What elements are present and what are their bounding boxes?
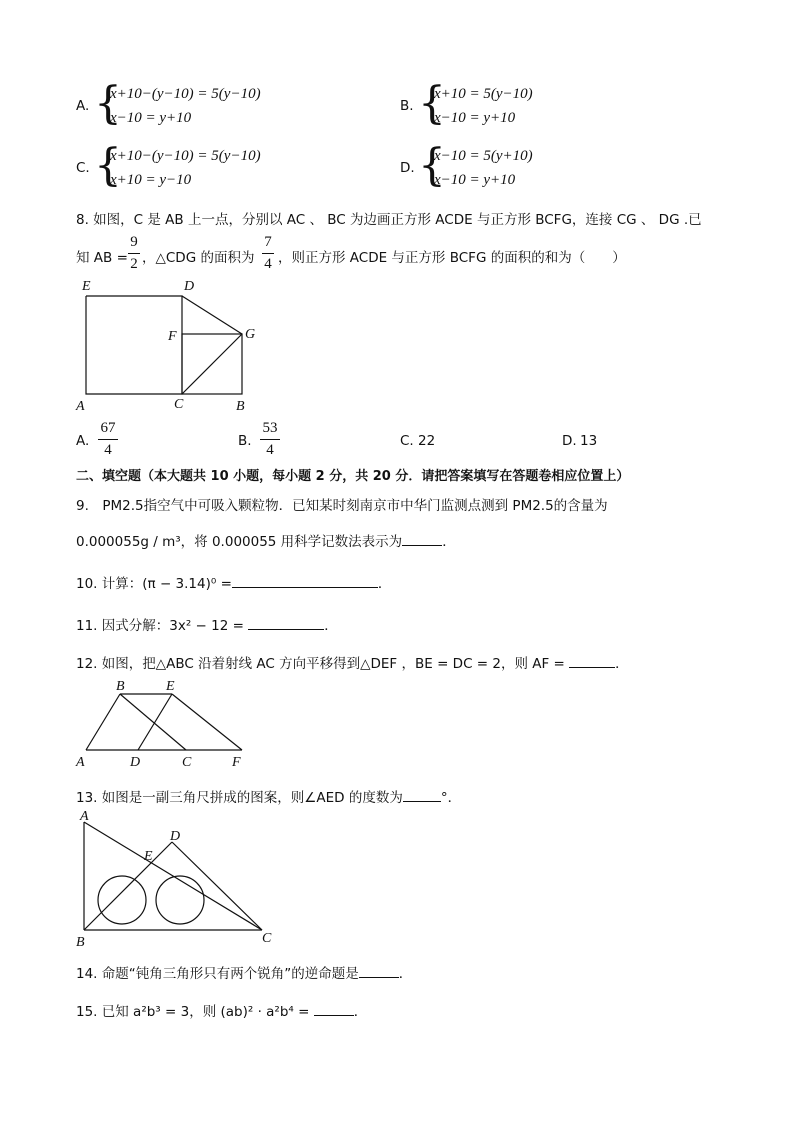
label-e: E bbox=[166, 679, 175, 694]
segment-de bbox=[138, 694, 172, 750]
option-label: C. bbox=[400, 433, 414, 449]
label-a: A bbox=[76, 399, 85, 414]
answer-blank[interactable] bbox=[314, 1015, 354, 1016]
square-acde bbox=[86, 296, 182, 394]
denominator: 4 bbox=[104, 442, 112, 458]
denominator: 2 bbox=[130, 256, 138, 272]
q12-label: 12. 如图，把△ABC 沿着射线 AC 方向平移得到△DEF ，BE = DC = 2，则 AF = bbox=[76, 656, 565, 672]
option-label: A. bbox=[76, 98, 90, 114]
label-f: F bbox=[168, 329, 177, 344]
label-c: C bbox=[182, 755, 192, 770]
label-d: D bbox=[130, 755, 141, 770]
q9-text-line2 bbox=[76, 530, 456, 550]
fraction-area bbox=[262, 234, 274, 273]
q14-label: 14. 命题“钝角三角形只有两个锐角”的逆命题是 bbox=[76, 966, 359, 982]
option-label: B. bbox=[400, 98, 414, 114]
segment-cg bbox=[182, 334, 242, 394]
q11-end: ． bbox=[324, 618, 338, 634]
q10-end: ． bbox=[377, 576, 392, 592]
circle-right bbox=[156, 876, 204, 924]
brace-icon: { bbox=[418, 78, 446, 129]
option-c-value: 22 bbox=[418, 433, 436, 449]
q8-suffix: ，则正方形 ACDE 与正方形 BCFG 的面积的和为（ ） bbox=[278, 250, 626, 266]
label-a: A bbox=[76, 755, 85, 770]
brace-icon: { bbox=[94, 140, 122, 191]
denominator: 4 bbox=[266, 442, 274, 458]
q10-text bbox=[76, 572, 391, 592]
q8-prefix: 知 AB = bbox=[76, 250, 128, 266]
option-label: C. bbox=[76, 160, 90, 176]
answer-blank[interactable] bbox=[232, 587, 378, 588]
equation-2: x−10 = y+10 bbox=[110, 110, 192, 126]
q14-text bbox=[76, 962, 412, 982]
q15-end: ． bbox=[353, 1004, 368, 1020]
label-d: D bbox=[170, 829, 181, 844]
label-e: E bbox=[144, 849, 153, 864]
option-b-fraction bbox=[260, 420, 280, 459]
label-e: E bbox=[82, 279, 91, 294]
equation-2: x+10 = y−10 bbox=[110, 172, 192, 188]
segment-dg bbox=[182, 296, 242, 334]
option-a-fraction bbox=[98, 420, 118, 459]
segment-ef bbox=[172, 694, 242, 750]
fraction-ab bbox=[128, 234, 140, 273]
q8-mid: ，△CDG 的面积为 bbox=[142, 250, 255, 266]
answer-blank[interactable] bbox=[248, 629, 324, 630]
option-label: A. bbox=[76, 433, 90, 449]
q13-figure bbox=[70, 808, 290, 952]
q10-label: 10. 计算：(π − 3.14)⁰ = bbox=[76, 576, 232, 592]
equation-2: x−10 = y+10 bbox=[434, 110, 516, 126]
equation-1: x+10−(y−10) = 5(y−10) bbox=[110, 86, 261, 102]
q12-text bbox=[76, 652, 629, 672]
equation-1: x+10 = 5(y−10) bbox=[434, 86, 533, 102]
answer-blank[interactable] bbox=[403, 801, 441, 802]
answer-blank[interactable] bbox=[402, 545, 442, 546]
q11-text bbox=[76, 614, 338, 634]
denominator: 4 bbox=[264, 256, 272, 272]
label-c: C bbox=[262, 931, 272, 946]
numerator: 9 bbox=[130, 234, 138, 250]
equation-2: x−10 = y+10 bbox=[434, 172, 516, 188]
q12-figure bbox=[74, 674, 254, 770]
segment-bd bbox=[84, 842, 172, 930]
q8-figure bbox=[70, 276, 270, 416]
segment-bc bbox=[120, 694, 186, 750]
q9-end: ． bbox=[442, 534, 456, 550]
q9-line2: 0.000055g / m³，将 0.000055 用科学记数法表示为 bbox=[76, 534, 403, 550]
label-c: C bbox=[174, 397, 184, 412]
q13-label: 13. 如图是一副三角尺拼成的图案，则∠AED 的度数为 bbox=[76, 790, 403, 806]
q11-label: 11. 因式分解：3x² − 12 = bbox=[76, 618, 244, 634]
segment-dc bbox=[172, 842, 262, 930]
circle-left bbox=[98, 876, 146, 924]
label-f: F bbox=[232, 755, 241, 770]
section-heading: 二、填空题（本大题共 10 小题，每小题 2 分，共 20 分．请把答案填写在答题卷相应位置上） bbox=[76, 469, 630, 484]
label-g: G bbox=[245, 327, 256, 342]
answer-blank[interactable] bbox=[359, 977, 399, 978]
option-label: D. bbox=[562, 433, 577, 449]
label-d: D bbox=[184, 279, 195, 294]
label-b: B bbox=[236, 399, 245, 414]
q9-text-line1: 9. PM2.5指空气中可吸入颗粒物．已知某时刻南京市中华门监测点测到 PM2.5的含量为 bbox=[76, 498, 608, 514]
equation-1: x+10−(y−10) = 5(y−10) bbox=[110, 148, 261, 164]
segment-ab bbox=[86, 694, 120, 750]
option-d-value: 13 bbox=[580, 433, 598, 449]
q12-end: ． bbox=[615, 656, 629, 672]
q13-text bbox=[76, 786, 461, 806]
equation-1: x−10 = 5(y+10) bbox=[434, 148, 533, 164]
q13-end: °． bbox=[440, 790, 462, 806]
q8-text-line1: 8. 如图，C 是 AB 上一点，分别以 AC 、 BC 为边画正方形 ACDE 与正方形 BCFG，连接 CG 、 DG .已 bbox=[76, 212, 702, 228]
q15-label: 15. 已知 a²b³ = 3，则 (ab)² · a²b⁴ = bbox=[76, 1004, 310, 1020]
label-a: A bbox=[80, 809, 89, 824]
answer-blank[interactable] bbox=[569, 667, 615, 668]
numerator: 53 bbox=[262, 420, 278, 436]
label-b: B bbox=[76, 935, 85, 950]
option-label: B. bbox=[238, 433, 252, 449]
q15-text bbox=[76, 1000, 367, 1020]
label-b: B bbox=[116, 679, 125, 694]
brace-icon: { bbox=[418, 140, 446, 191]
brace-icon: { bbox=[94, 78, 122, 129]
numerator: 7 bbox=[264, 234, 272, 250]
numerator: 67 bbox=[100, 420, 116, 436]
q14-end: ． bbox=[398, 966, 413, 982]
option-label: D. bbox=[400, 160, 415, 176]
